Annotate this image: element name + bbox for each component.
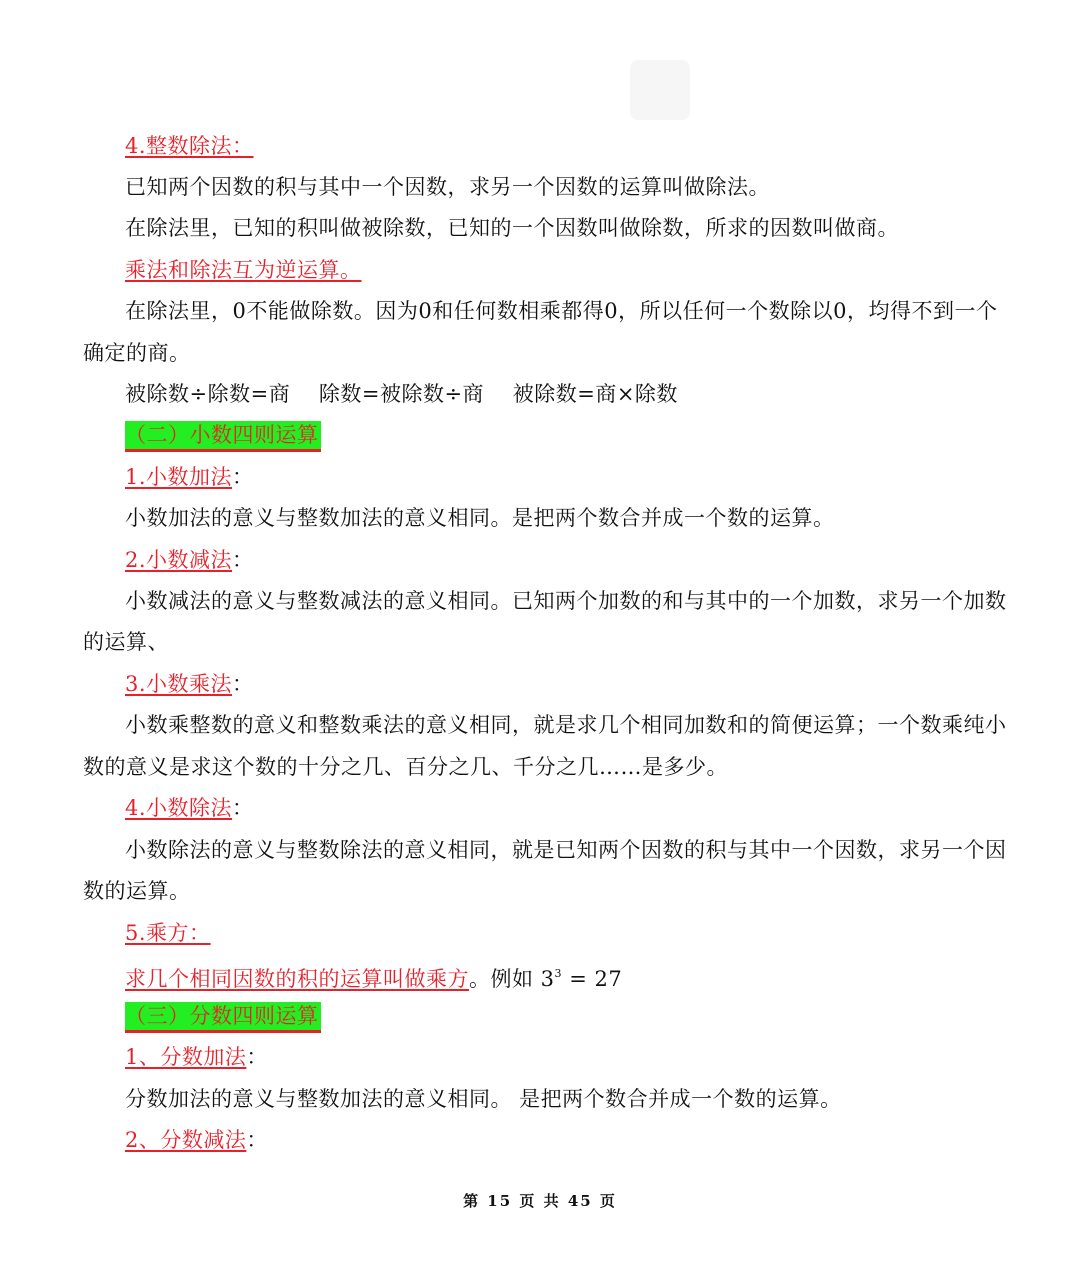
example-prefix: 。例如 3 <box>469 967 555 991</box>
heading-text: 1.小数加法 <box>125 465 233 489</box>
exponent: 3 <box>554 967 563 980</box>
formula-line: 被除数÷除数=商 除数=被除数÷商 被除数=商×除数 <box>125 382 678 406</box>
page-footer: 第 15 页 共 45 页 <box>463 1192 617 1210</box>
power-definition: 求几个相同因数的积的运算叫做乘方 <box>125 967 469 991</box>
paragraph: 在除法里，已知的积叫做被除数，已知的一个因数叫做除数，所求的因数叫做商。 <box>125 216 899 240</box>
section-heading-fraction <box>125 1002 321 1033</box>
paragraph: 的运算、 <box>83 630 169 654</box>
paragraph: 数的意义是求这个数的十分之几、百分之几、千分之几……是多少。 <box>83 755 728 779</box>
heading-decimal-addition <box>125 463 254 491</box>
heading-text: 3.小数乘法 <box>125 672 233 696</box>
section-heading-decimal <box>125 421 321 452</box>
inverse-operation-note <box>125 256 362 284</box>
heading-fraction-subtraction <box>125 1126 268 1154</box>
example-result: = 27 <box>562 967 623 991</box>
section-heading-text: （二）小数四则运算 <box>125 421 321 452</box>
section-heading-text: （三）分数四则运算 <box>125 1002 321 1033</box>
paragraph: 小数减法的意义与整数减法的意义相同。已知两个加数的和与其中的一个加数，求另一个加数 <box>125 589 1007 613</box>
highlight-text: 乘法和除法互为逆运算。 <box>125 258 362 282</box>
heading-decimal-division <box>125 794 254 822</box>
heading-text: 2.小数减法 <box>125 548 233 572</box>
heading-integer-division <box>125 132 254 160</box>
colon: ： <box>246 1045 268 1069</box>
paragraph: 小数加法的意义与整数加法的意义相同。是把两个数合并成一个数的运算。 <box>125 506 835 530</box>
heading-text: 4.小数除法 <box>125 796 233 820</box>
colon: ： <box>232 465 254 489</box>
colon: ： <box>232 548 254 572</box>
heading-decimal-multiplication <box>125 670 254 698</box>
colon: ： <box>246 1128 268 1152</box>
power-definition-line <box>125 960 622 993</box>
paragraph: 小数除法的意义与整数除法的意义相同，就是已知两个因数的积与其中一个因数，求另一个因 <box>125 838 1007 862</box>
heading-text: 1、分数加法 <box>125 1045 247 1069</box>
heading-text: 4.整数除法： <box>125 134 254 158</box>
paragraph: 分数加法的意义与整数加法的意义相同。 是把两个数合并成一个数的运算。 <box>125 1087 842 1111</box>
paragraph: 在除法里，0不能做除数。因为0和任何数相乘都得0，所以任何一个数除以0，均得不到一个 <box>125 299 998 323</box>
paragraph: 小数乘整数的意义和整数乘法的意义相同，就是求几个相同加数和的简便运算；一个数乘纯小 <box>125 713 1007 737</box>
heading-fraction-addition <box>125 1043 268 1071</box>
faint-watermark <box>630 60 690 120</box>
colon: ： <box>232 672 254 696</box>
paragraph: 数的运算。 <box>83 879 191 903</box>
heading-text: 5.乘方： <box>125 921 211 945</box>
heading-decimal-subtraction <box>125 546 254 574</box>
paragraph: 确定的商。 <box>83 341 191 365</box>
heading-power <box>125 919 211 947</box>
heading-text: 2、分数减法 <box>125 1128 247 1152</box>
paragraph: 已知两个因数的积与其中一个因数，求另一个因数的运算叫做除法。 <box>125 175 770 199</box>
colon: ： <box>232 796 254 820</box>
